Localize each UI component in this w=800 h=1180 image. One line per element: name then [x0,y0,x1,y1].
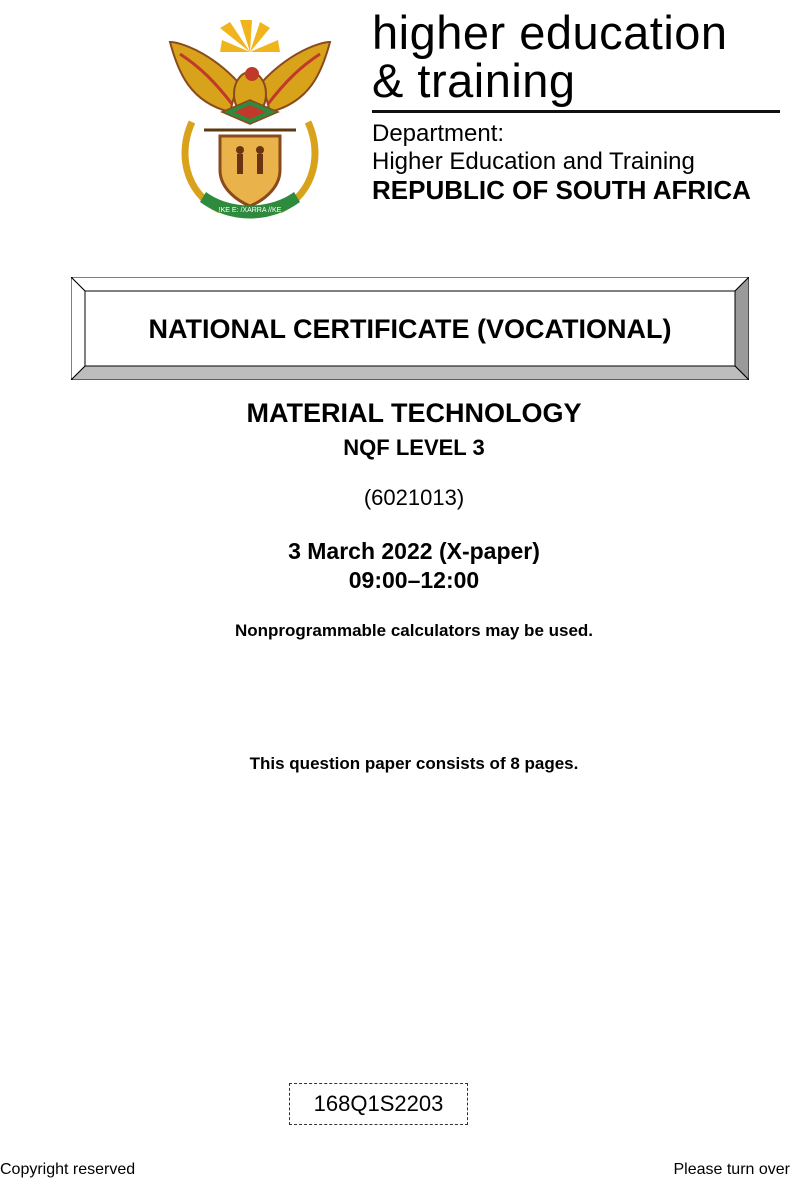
subject-title: MATERIAL TECHNOLOGY [246,398,582,428]
brand-divider [372,110,780,113]
certificate-title: NATIONAL CERTIFICATE (VOCATIONAL) [148,313,672,344]
left-laurel [185,122,220,210]
brand-title-line1: higher education [372,6,728,59]
nqf-level: NQF LEVEL 3 [343,435,485,460]
shield [220,136,280,206]
country-name: REPUBLIC OF SOUTH AFRICA [372,175,751,205]
exam-time: 09:00–12:00 [348,567,480,593]
paper-code-box: 168Q1S2203 [289,1083,468,1125]
right-wing [262,42,330,112]
motto-text: !KE E: /XARRA //KE [218,207,282,214]
footer-copyright: Copyright reserved [0,1161,136,1178]
subject-code: (6021013) [363,485,465,510]
footer-turn-over: Please turn over [673,1161,790,1178]
calculator-note: Nonprogrammable calculators may be used. [234,621,594,640]
right-laurel [280,122,315,210]
left-wing [170,42,238,112]
brand-title-line2: & training [372,54,576,107]
department-name: Higher Education and Training [372,148,695,175]
exam-date: 3 March 2022 (X-paper) [288,538,540,564]
coat-of-arms-emblem [160,12,340,227]
sun-rays [220,20,280,52]
page-count-note: This question paper consists of 8 pages. [249,754,579,773]
department-label: Department: [372,120,505,147]
